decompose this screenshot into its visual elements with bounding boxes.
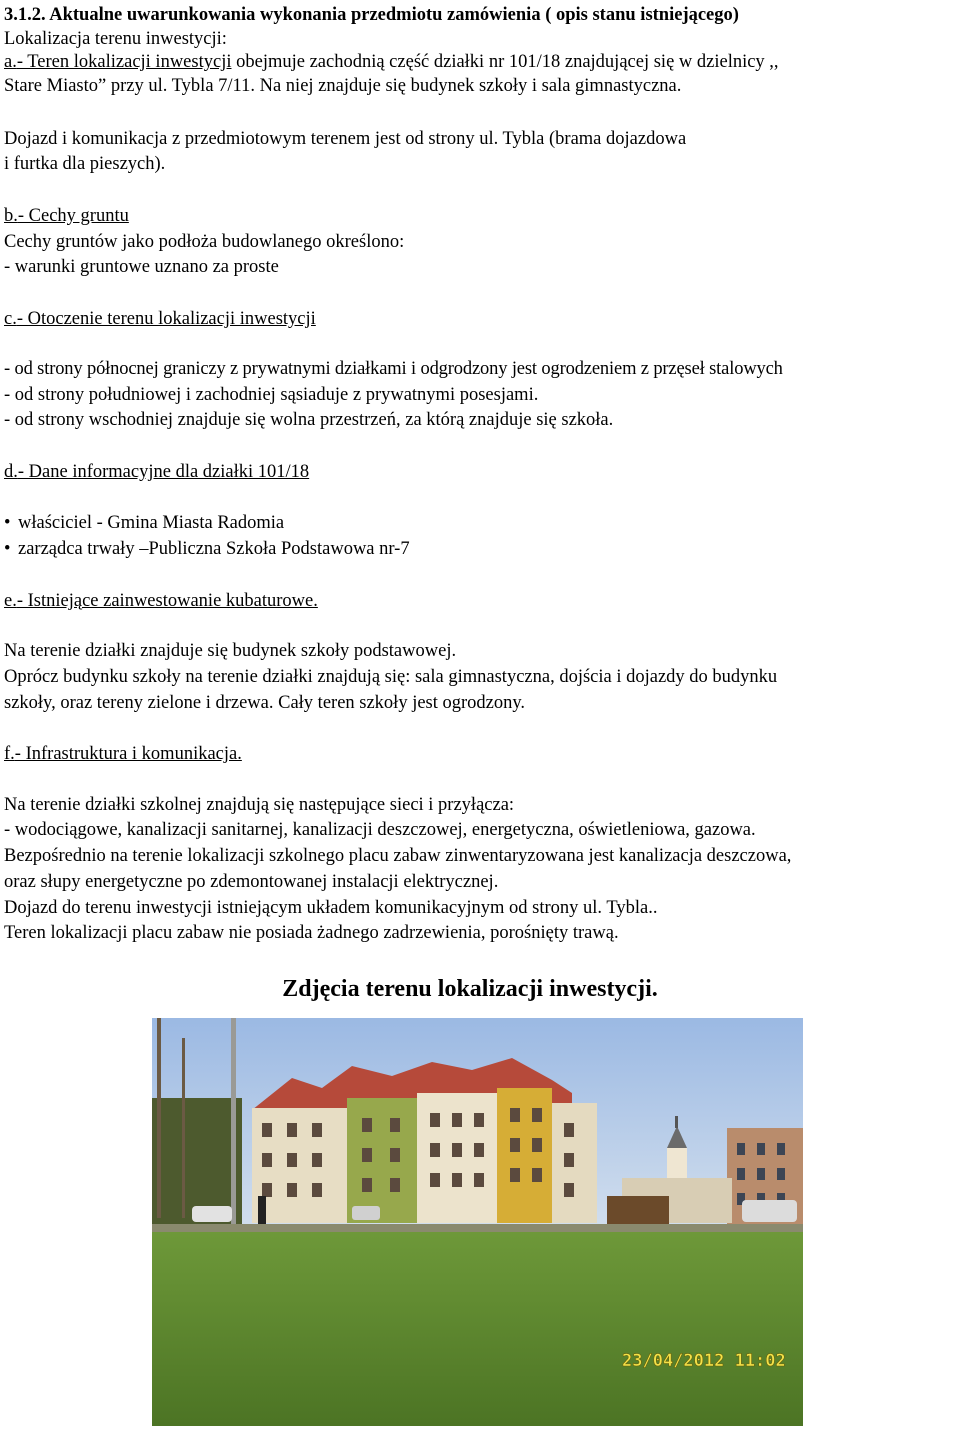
section-c-line3: - od strony wschodniej znajduje się wolna przestrzeń, za którą znajduje się szkoła. [4,410,614,430]
section-f-line6: Teren lokalizacji placu zabaw nie posiada żadnego zadrzewienia, porośnięty trawą. [4,923,619,943]
location-label: Lokalizacja terenu inwestycji: [4,29,227,49]
section-f-line4: oraz słupy energetyczne po zdemontowanej instalacji elektrycznej. [4,872,499,892]
section-a-line1 [4,51,779,73]
section-f-title: - Infrastruktura i komunikacja. [14,744,242,764]
section-e-line2: Oprócz budynku szkoły na terenie działki znajdują się: sala gimnastyczna, dojścia i dojazdy do budynku [4,667,778,687]
section-b-label: b. [4,206,18,226]
section-c-label: c. [4,309,17,329]
site-photo-drawing [152,1018,803,1426]
facade-cream-mid [417,1093,497,1223]
section-d-label: d. [4,462,18,482]
section-e-line1: Na terenie działki znajduje się budynek szkoły podstawowej. [4,641,457,661]
section-d-title: - Dane informacyjne dla działki 101/18 [17,462,310,482]
section-a-line2: Stare Miasto” przy ul. Tybla 7/11. Na niej znajduje się budynek szkoły i sala gimnastyczna. [4,76,682,96]
section-f-line2: - wodociągowe, kanalizacji sanitarnej, kanalizacji deszczowej, energetyczna, oświetleniowa, gazowa. [4,820,756,840]
section-title: 3.1.2. Aktualne uwarunkowania wykonania przedmiotu zamówienia ( opis stanu istniejącego) [4,5,739,25]
section-b-title: - Cechy gruntu [17,206,129,226]
section-b-heading [4,205,129,227]
section-e-line3: szkoły, oraz tereny zielone i drzewa. Cały teren szkoły jest ogrodzony. [4,693,526,713]
section-f-heading [4,743,242,765]
section-a-text: obejmuje zachodnią część działki nr 101/18 znajdującej się w dzielnicy ,, [231,52,779,72]
section-f-line5: Dojazd do terenu inwestycji istniejącym układem komunikacyjnym od strony ul. Tybla.. [4,898,658,918]
section-b-line2: - warunki gruntowe uznano za proste [4,257,279,277]
facade-yellow [497,1088,552,1223]
site-photo [152,1018,803,1426]
section-d-heading [4,461,309,483]
person [258,1196,266,1228]
section-f-line1: Na terenie działki szkolnej znajdują się następujące sieci i przyłącza: [4,795,515,815]
section-c-line1: - od strony północnej graniczy z prywatnymi działkami i odgrodzony jest ogrodzeniem z przęseł stalowych [4,359,783,379]
facade-cream-right [552,1103,597,1223]
section-f-line3: Bezpośrednio na terenie lokalizacji szkolnego placu zabaw zinwentaryzowana jest kanalizacja deszczowa, [4,846,792,866]
bullet-owner: • właściciel - Gmina Miasta Radomia [4,512,284,534]
section-a-para2-line2: i furtka dla pieszych). [4,154,166,174]
section-c-title: - Otoczenie terenu lokalizacji inwestycji [16,309,316,329]
section-a-intro: - Teren lokalizacji inwestycji [16,52,232,72]
grass [152,1224,803,1426]
section-a-label: a. [4,52,17,72]
section-c-line2: - od strony południowej i zachodniej sąsiaduje z prywatnymi posesjami. [4,385,539,405]
section-b-line1: Cechy gruntów jako podłoża budowlanego określono: [4,232,405,252]
bullet-manager: • zarządca trwały –Publiczna Szkoła Podstawowa nr-7 [4,538,410,560]
section-a-para2-line1: Dojazd i komunikacja z przedmiotowym terenem jest od strony ul. Tybla (brama dojazdowa [4,129,687,149]
section-f-label: f. [4,744,15,764]
photos-heading: Zdjęcia terenu lokalizacji inwestycji. [282,976,658,1002]
photo-timestamp: 23/04/2012 11:02 [622,1351,786,1371]
section-c-heading [4,308,316,330]
section-e-label: e. [4,591,17,611]
section-e-title: - Istniejące zainwestowanie kubaturowe. [16,591,318,611]
facade-green [347,1098,417,1223]
section-e-heading [4,590,318,612]
lamp-pole [231,1018,236,1233]
